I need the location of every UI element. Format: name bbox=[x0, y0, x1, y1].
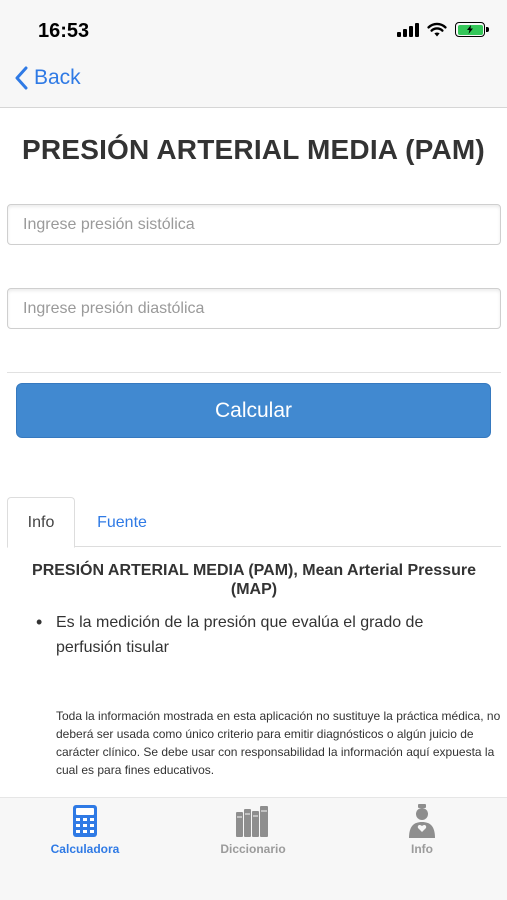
tab-fuente[interactable]: Fuente bbox=[97, 513, 147, 531]
page-title: PRESIÓN ARTERIAL MEDIA (PAM) bbox=[22, 134, 485, 165]
info-tabs bbox=[7, 497, 501, 547]
tab-bar-info[interactable] bbox=[362, 804, 482, 856]
nav-bar bbox=[0, 58, 507, 108]
cellular-signal-icon bbox=[397, 23, 419, 37]
doctor-icon bbox=[407, 804, 437, 838]
wifi-icon bbox=[427, 22, 447, 37]
info-bullets bbox=[36, 610, 476, 660]
calculator-icon bbox=[72, 804, 98, 838]
tab-bar-diccionario[interactable] bbox=[193, 804, 313, 856]
tab-bar-label: Info bbox=[411, 842, 433, 856]
back-button[interactable] bbox=[14, 66, 81, 90]
info-heading: PRESIÓN ARTERIAL MEDIA (PAM), Mean Arterial Pressure (MAP) bbox=[32, 562, 476, 598]
status-time: 16:53 bbox=[38, 20, 90, 42]
calculate-button[interactable]: Calcular bbox=[16, 383, 491, 438]
list-item: • Es la medición de la presión que evalúa el grado de perfusión tisular bbox=[36, 610, 476, 660]
chevron-left-icon bbox=[14, 66, 28, 90]
divider bbox=[7, 372, 501, 373]
status-icons bbox=[397, 22, 485, 37]
tab-info[interactable]: Info bbox=[7, 497, 75, 548]
back-label: Back bbox=[34, 66, 81, 89]
status-bar bbox=[0, 0, 507, 58]
tab-bar-label: Diccionario bbox=[220, 842, 286, 856]
battery-icon bbox=[455, 22, 485, 37]
tab-bar-label: Calculadora bbox=[50, 842, 120, 856]
diastolic-input[interactable] bbox=[7, 288, 501, 329]
books-icon bbox=[234, 804, 272, 838]
tab-bar bbox=[0, 797, 507, 900]
tab-bar-calculadora[interactable] bbox=[25, 804, 145, 856]
systolic-input[interactable] bbox=[7, 204, 501, 245]
disclaimer-text: Toda la información mostrada en esta aplicación no sustituye la práctica médica, no deberá ser usada como único criterio para emitir diagnósticos o algún juicio de carácter clínico. Se debe usar con responsabilidad la información aquí expuesta la cual es para fines educativos. bbox=[56, 709, 501, 777]
